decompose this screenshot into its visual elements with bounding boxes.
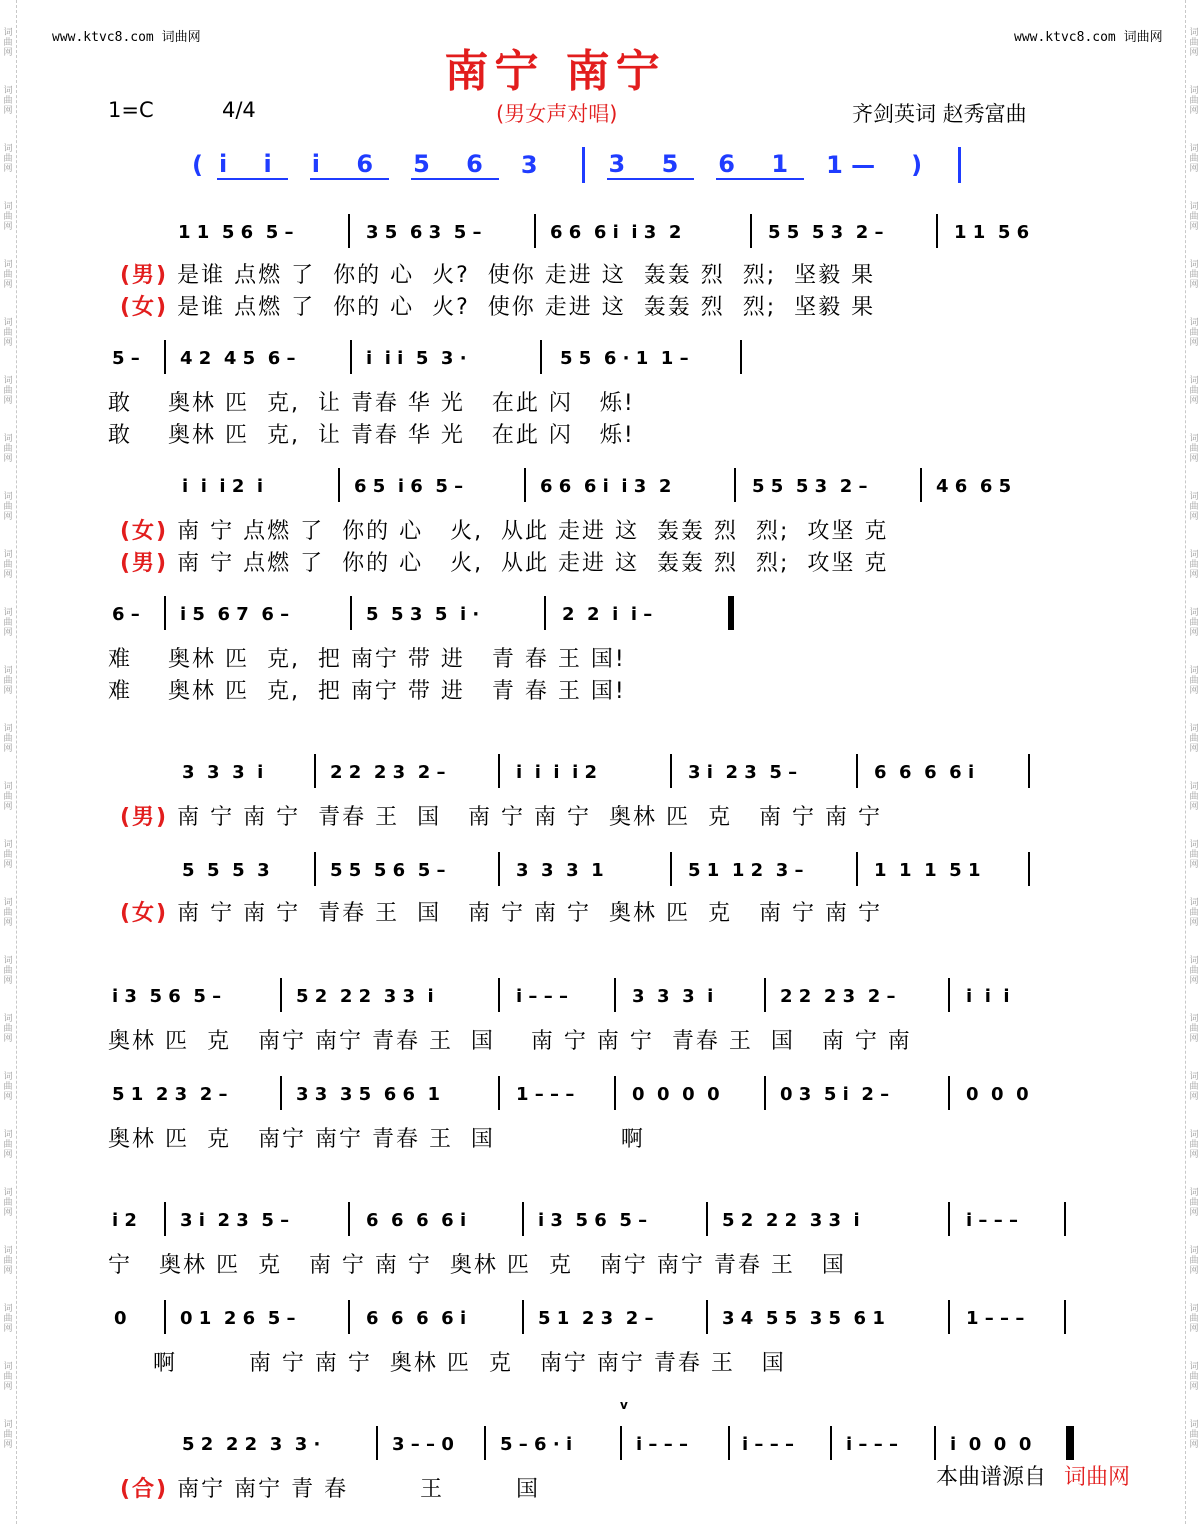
- measure-notes: 0 1 2 6 5 –: [180, 1308, 296, 1329]
- role-label-male: (男): [120, 551, 169, 576]
- barline: [728, 1426, 730, 1460]
- barline: [856, 852, 858, 886]
- barline: [350, 596, 352, 630]
- measure-notes: 0 0 0 0: [632, 1084, 720, 1105]
- barline: [764, 1076, 766, 1110]
- watermark-glyph: 词 曲 网: [3, 1188, 13, 1218]
- source-site: 词曲网: [1064, 1465, 1131, 1490]
- measure-notes: 0 0 0: [966, 1084, 1029, 1105]
- measure-notes: i 3 5 6 5 –: [112, 986, 222, 1007]
- lyric-line: 难 奥林 匹 克, 把 南宁 带 进 青 春 王 国!: [108, 647, 626, 672]
- watermark-glyph: 词 曲 网: [1189, 260, 1199, 290]
- intro-barline: [582, 147, 585, 183]
- measure-notes: 0: [114, 1308, 127, 1329]
- watermark-glyph: 词 曲 网: [1189, 666, 1199, 696]
- watermark-glyph: 词 曲 网: [3, 550, 13, 580]
- measure-notes: 5 5 5 3 2 –: [768, 222, 884, 243]
- watermark-glyph: 词 曲 网: [3, 1420, 13, 1450]
- measure-notes: 5 1 2 3 2 –: [112, 1084, 228, 1105]
- measure-notes: 5 2 2 2 3 3 ·: [182, 1434, 321, 1455]
- barline: [734, 468, 736, 502]
- measure-notes: i – – –: [742, 1434, 794, 1455]
- lyric-text: 南 宁 点燃 了 你的 心 火, 从此 走进 这 轰轰 烈 烈; 攻坚 克: [177, 519, 889, 544]
- watermark-glyph: 词 曲 网: [3, 666, 13, 696]
- measure-notes: 1 – – –: [516, 1084, 575, 1105]
- barline: [750, 214, 752, 248]
- measure-notes: i – – –: [516, 986, 568, 1007]
- watermark-glyph: 词 曲 网: [3, 1014, 13, 1044]
- barline: [484, 1426, 486, 1460]
- watermark-glyph: 词 曲 网: [3, 376, 13, 406]
- barline: [350, 340, 352, 374]
- measure-notes: 5 2 2 2 3 3 i: [722, 1210, 860, 1231]
- lyric-line: [120, 800, 882, 831]
- watermark-glyph: 词 曲 网: [1189, 724, 1199, 754]
- lyric-line: [120, 546, 888, 577]
- watermark-glyph: 词 曲 网: [1189, 86, 1199, 116]
- measure-notes: i 2: [112, 1210, 137, 1231]
- measure-notes: 1 1 5 6 5 –: [178, 222, 294, 243]
- lyric-line: [120, 290, 875, 321]
- watermark-glyph: 词 曲 网: [1189, 1130, 1199, 1160]
- lyric-line: 奥林 匹 克 南宁 南宁 青春 王 国 啊: [108, 1127, 645, 1152]
- barline: [314, 852, 316, 886]
- song-title: 南宁 南宁: [444, 46, 666, 97]
- lyric-text: 南宁 南宁 青 春 王 国: [177, 1477, 540, 1502]
- measure-notes: 3 i 2 3 5 –: [688, 762, 798, 783]
- measure-notes: 5 5 3 5 i ·: [366, 604, 480, 625]
- measure-notes: 6 6 6 i i 3 2: [540, 476, 672, 497]
- barline: [544, 596, 546, 630]
- watermark-glyph: 词 曲 网: [3, 608, 13, 638]
- watermark-glyph: 词 曲 网: [3, 898, 13, 928]
- lyric-line: [120, 514, 888, 545]
- watermark-glyph: 词 曲 网: [1189, 1362, 1199, 1392]
- barline: [764, 978, 766, 1012]
- barline: [1064, 1300, 1066, 1334]
- lyric-text: 是谁 点燃 了 你的 心 火? 使你 走进 这 轰轰 烈 烈; 坚毅 果: [177, 263, 876, 288]
- role-label-male: (男): [120, 805, 169, 830]
- source-credit: [936, 1460, 1130, 1491]
- watermark-glyph: 词 曲 网: [3, 724, 13, 754]
- breath-mark: v: [620, 1398, 628, 1412]
- barline: [348, 214, 350, 248]
- watermark-glyph: 词 曲 网: [3, 86, 13, 116]
- lyric-line: 啊 南 宁 南 宁 奥林 匹 克 南宁 南宁 青春 王 国: [108, 1351, 786, 1376]
- watermark-glyph: 词 曲 网: [1189, 1304, 1199, 1334]
- watermark-strip-left: [0, 0, 17, 1524]
- repeat-end-barline: [728, 596, 734, 630]
- measure-notes: i 3 5 6 5 –: [538, 1210, 648, 1231]
- watermark-glyph: 词 曲 网: [1189, 318, 1199, 348]
- measure-notes: 5 2 2 2 3 3 i: [296, 986, 434, 1007]
- measure-notes: 4 2 4 5 6 –: [180, 348, 296, 369]
- watermark-glyph: 词 曲 网: [1189, 492, 1199, 522]
- watermark-glyph: 词 曲 网: [1189, 144, 1199, 174]
- measure-notes: 4 6 6 5: [936, 476, 1012, 497]
- intro-open: (: [192, 151, 203, 179]
- barline: [522, 1202, 524, 1236]
- barline: [920, 468, 922, 502]
- barline: [614, 978, 616, 1012]
- measure-notes: 1 – – –: [966, 1308, 1025, 1329]
- watermark-glyph: 词 曲 网: [1189, 1246, 1199, 1276]
- measure-notes: 1 1 5 6: [954, 222, 1030, 243]
- barline: [338, 468, 340, 502]
- barline: [498, 852, 500, 886]
- role-label-chorus: (合): [120, 1477, 169, 1502]
- barline: [670, 754, 672, 788]
- barline: [164, 1300, 166, 1334]
- measure-notes: 3 4 5 5 3 5 6 1: [722, 1308, 885, 1329]
- barline: [1064, 1202, 1066, 1236]
- intro-group: i i: [218, 150, 286, 178]
- measure-notes: 5 5 5 3 2 –: [752, 476, 868, 497]
- barline: [614, 1076, 616, 1110]
- lyric-line: 难 奥林 匹 克, 把 南宁 带 进 青 春 王 国!: [108, 679, 626, 704]
- credits: 齐剑英词 赵秀富曲: [852, 102, 1027, 126]
- lyric-line: [120, 896, 882, 927]
- watermark-glyph: 词 曲 网: [1189, 1420, 1199, 1450]
- barline: [498, 978, 500, 1012]
- barline: [1028, 754, 1030, 788]
- lyric-line: 敢 奥林 匹 克, 让 青春 华 光 在此 闪 烁!: [108, 423, 635, 448]
- lyric-text: 南 宁 点燃 了 你的 心 火, 从此 走进 这 轰轰 烈 烈; 攻坚 克: [177, 551, 889, 576]
- measure-notes: 3 3 3 i: [632, 986, 714, 1007]
- site-label-left: www.ktvc8.com 词曲网: [52, 30, 201, 45]
- barline: [830, 1426, 832, 1460]
- role-label-female: (女): [120, 901, 169, 926]
- measure-notes: 5 5 5 6 5 –: [330, 860, 446, 881]
- watermark-glyph: 词 曲 网: [3, 782, 13, 812]
- barline: [706, 1300, 708, 1334]
- intro-close: ): [911, 151, 923, 179]
- watermark-glyph: 词 曲 网: [1189, 1188, 1199, 1218]
- measure-notes: 3 3 3 5 6 6 1: [296, 1084, 441, 1105]
- role-label-male: (男): [120, 263, 169, 288]
- measure-notes: 5 5 6 · 1 1 –: [560, 348, 689, 369]
- watermark-glyph: 词 曲 网: [3, 28, 13, 58]
- measure-notes: i 5 6 7 6 –: [180, 604, 290, 625]
- measure-notes: 2 2 2 3 2 –: [780, 986, 896, 1007]
- lyric-line: 奥林 匹 克 南宁 南宁 青春 王 国 南 宁 南 宁 青春 王 国 南 宁 南: [108, 1029, 912, 1054]
- measure-notes: 3 3 3 i: [182, 762, 264, 783]
- barline: [164, 596, 166, 630]
- measure-notes: 6 6 6 6 i: [366, 1210, 467, 1231]
- key-signature: 1=C: [108, 98, 154, 122]
- intro-group: i 6: [311, 150, 388, 178]
- watermark-glyph: 词 曲 网: [3, 434, 13, 464]
- measure-notes: 5 5 5 3: [182, 860, 270, 881]
- role-label-female: (女): [120, 519, 169, 544]
- intro-phrase: [178, 145, 983, 185]
- measure-notes: 6 6 6 6 i: [366, 1308, 467, 1329]
- watermark-glyph: 词 曲 网: [1189, 550, 1199, 580]
- watermark-glyph: 词 曲 网: [1189, 1072, 1199, 1102]
- measure-notes: 5 –: [112, 348, 140, 369]
- measure-notes: 3 i 2 3 5 –: [180, 1210, 290, 1231]
- watermark-glyph: 词 曲 网: [1189, 434, 1199, 464]
- measure-notes: 0 3 5 i 2 –: [780, 1084, 890, 1105]
- barline: [498, 1076, 500, 1110]
- barline: [948, 978, 950, 1012]
- barline: [936, 214, 938, 248]
- barline: [1028, 852, 1030, 886]
- barline: [856, 754, 858, 788]
- measure-notes: 6 6 6 6 i: [874, 762, 975, 783]
- measure-notes: i i i: [966, 986, 1010, 1007]
- source-text: 本曲谱源自: [936, 1465, 1047, 1490]
- lyric-line: 宁 奥林 匹 克 南 宁 南 宁 奥林 匹 克 南宁 南宁 青春 王 国: [108, 1253, 846, 1278]
- watermark-glyph: 词 曲 网: [3, 1304, 13, 1334]
- watermark-glyph: 词 曲 网: [1189, 608, 1199, 638]
- watermark-glyph: 词 曲 网: [3, 840, 13, 870]
- measure-notes: i – – –: [636, 1434, 688, 1455]
- measure-notes: 1 1 1 5 1: [874, 860, 981, 881]
- barline: [524, 468, 526, 502]
- watermark-glyph: 词 曲 网: [1189, 840, 1199, 870]
- watermark-glyph: 词 曲 网: [3, 492, 13, 522]
- measure-notes: 5 – 6 · i: [500, 1434, 573, 1455]
- measure-notes: 6 6 6 i i 3 2: [550, 222, 682, 243]
- lyric-line: [120, 258, 875, 289]
- measure-notes: 6 –: [112, 604, 140, 625]
- intro-group: 3 5: [608, 150, 693, 178]
- measure-notes: 3 3 3 1: [516, 860, 604, 881]
- watermark-glyph: 词 曲 网: [1189, 782, 1199, 812]
- measure-notes: i i i i 2: [516, 762, 598, 783]
- measure-notes: i 0 0 0: [950, 1434, 1032, 1455]
- final-barline: [1066, 1426, 1074, 1460]
- watermark-glyph: 词 曲 网: [1189, 28, 1199, 58]
- barline: [948, 1300, 950, 1334]
- barline: [540, 340, 542, 374]
- measure-notes: 5 1 2 3 2 –: [538, 1308, 654, 1329]
- lyric-text: 是谁 点燃 了 你的 心 火? 使你 走进 这 轰轰 烈 烈; 坚毅 果: [177, 295, 876, 320]
- barline: [948, 1076, 950, 1110]
- lyric-line: [120, 1472, 540, 1503]
- barline: [740, 340, 742, 374]
- watermark-glyph: 词 曲 网: [3, 260, 13, 290]
- measure-notes: 3 – – 0: [392, 1434, 454, 1455]
- watermark-glyph: 词 曲 网: [3, 1246, 13, 1276]
- measure-notes: 2 2 2 3 2 –: [330, 762, 446, 783]
- watermark-glyph: 词 曲 网: [1189, 1014, 1199, 1044]
- measure-notes: 5 1 1 2 3 –: [688, 860, 804, 881]
- measure-notes: i i i 5 3 ·: [366, 348, 467, 369]
- barline: [498, 754, 500, 788]
- watermark-glyph: 词 曲 网: [3, 202, 13, 232]
- lyric-text: 南 宁 南 宁 青春 王 国 南 宁 南 宁 奥林 匹 克 南 宁 南 宁: [177, 901, 882, 926]
- barline: [376, 1426, 378, 1460]
- intro-barline: [958, 147, 961, 183]
- barline: [934, 1426, 936, 1460]
- watermark-strip-right: [1185, 0, 1202, 1524]
- intro-group: 5 6: [413, 150, 497, 178]
- watermark-glyph: 词 曲 网: [3, 1362, 13, 1392]
- intro-group: 6 1: [718, 150, 803, 178]
- intro-group: 1 —: [826, 151, 876, 179]
- watermark-glyph: 词 曲 网: [3, 1130, 13, 1160]
- watermark-glyph: 词 曲 网: [1189, 898, 1199, 928]
- barline: [670, 852, 672, 886]
- intro-group: 3: [520, 151, 538, 179]
- watermark-glyph: 词 曲 网: [1189, 202, 1199, 232]
- barline: [620, 1426, 622, 1460]
- watermark-glyph: 词 曲 网: [3, 144, 13, 174]
- barline: [948, 1202, 950, 1236]
- watermark-glyph: 词 曲 网: [3, 956, 13, 986]
- site-label-right: www.ktvc8.com 词曲网: [1014, 30, 1163, 45]
- watermark-glyph: 词 曲 网: [3, 318, 13, 348]
- time-signature: 4/4: [222, 98, 256, 122]
- lyric-text: 南 宁 南 宁 青春 王 国 南 宁 南 宁 奥林 匹 克 南 宁 南 宁: [177, 805, 882, 830]
- barline: [348, 1202, 350, 1236]
- measure-notes: i – – –: [966, 1210, 1018, 1231]
- measure-notes: 6 5 i 6 5 –: [354, 476, 464, 497]
- measure-notes: 3 5 6 3 5 –: [366, 222, 482, 243]
- measure-notes: i – – –: [846, 1434, 898, 1455]
- subtitle: (男女声对唱): [496, 102, 618, 126]
- barline: [348, 1300, 350, 1334]
- lyric-line: 敢 奥林 匹 克, 让 青春 华 光 在此 闪 烁!: [108, 391, 635, 416]
- barline: [706, 1202, 708, 1236]
- barline: [280, 978, 282, 1012]
- measure-notes: 2 2 i i –: [562, 604, 653, 625]
- barline: [164, 1202, 166, 1236]
- measure-notes: i i i 2 i: [182, 476, 264, 497]
- barline: [522, 1300, 524, 1334]
- watermark-glyph: 词 曲 网: [3, 1072, 13, 1102]
- watermark-glyph: 词 曲 网: [1189, 376, 1199, 406]
- barline: [534, 214, 536, 248]
- barline: [164, 340, 166, 374]
- barline: [314, 754, 316, 788]
- watermark-glyph: 词 曲 网: [1189, 956, 1199, 986]
- barline: [280, 1076, 282, 1110]
- role-label-female: (女): [120, 295, 169, 320]
